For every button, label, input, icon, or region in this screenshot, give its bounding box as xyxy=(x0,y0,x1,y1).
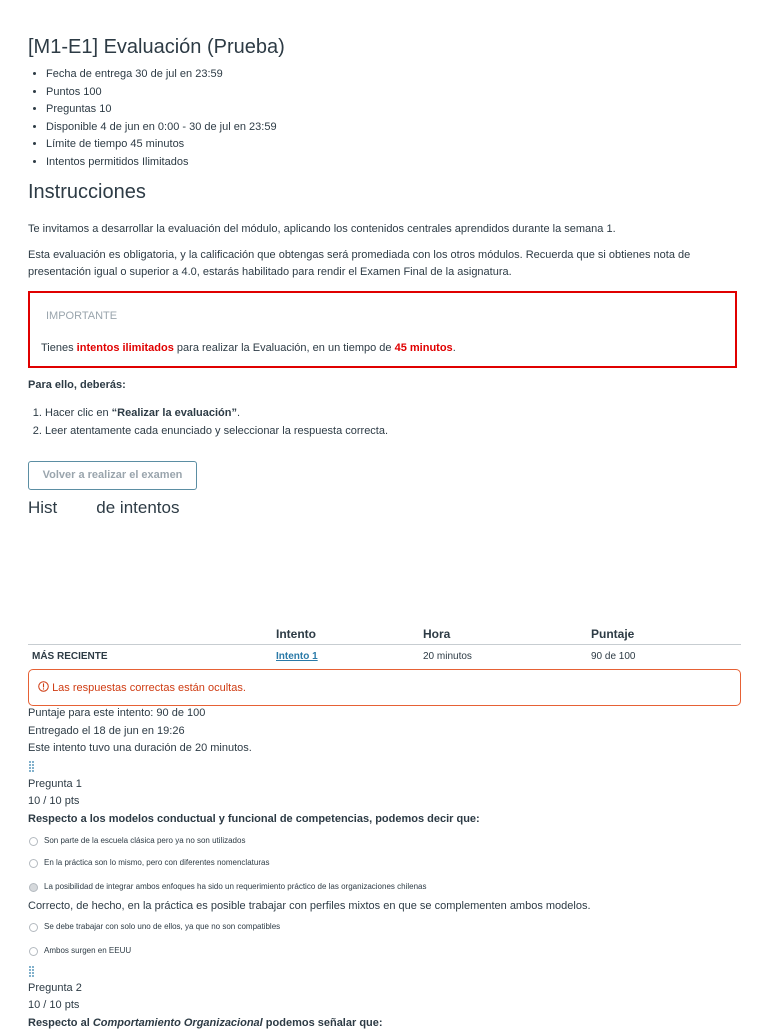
steps-heading: Para ello, deberás: xyxy=(28,379,126,391)
answer-label: La posibilidad de integrar ambos enfoques ha sido un requerimiento práctico de las organizaciones chilenas xyxy=(44,882,427,891)
important-heading: IMPORTANTE xyxy=(46,310,118,322)
drag-handle-icon[interactable] xyxy=(28,760,38,772)
retake-quiz-button[interactable]: Volver a realizar el examen xyxy=(28,461,197,490)
question-2-text-pre: Respecto al xyxy=(28,1017,93,1029)
question-1-label: Pregunta 1 xyxy=(28,778,82,790)
detail-time-limit: • Límite de tiempo 45 minutos xyxy=(46,136,277,154)
radio-unchecked[interactable] xyxy=(29,837,38,846)
important-notice-box xyxy=(28,291,737,368)
important-msg-post: . xyxy=(452,342,456,354)
instructions-paragraph-2-line-2: presentación igual o superior a 4.0, estarás habilitado para rendir el Examen Final de la asignatura. xyxy=(28,266,512,278)
question-2-text xyxy=(28,1017,383,1029)
attempt-duration-line: Este intento tuvo una duración de 20 minutos. xyxy=(28,742,252,754)
history-title-part-1: Hist xyxy=(28,498,58,517)
important-unlimited-attempts: intentos ilimitados xyxy=(76,342,174,354)
step-1-pre: Hacer clic en xyxy=(45,407,112,419)
question-2-text-post: podemos señalar que: xyxy=(262,1017,383,1029)
important-msg-pre: Tienes xyxy=(41,342,77,354)
attempts-table-header xyxy=(28,620,741,645)
instructions-paragraph-2-line-1: Esta evaluación es obligatoria, y la calificación que obtengas será promediada con los otros módulos. Recuerda que si obtienes nota de xyxy=(28,249,691,261)
table-row xyxy=(28,646,741,668)
step-2: 2. Leer atentamente cada enunciado y seleccionar la respuesta correcta. xyxy=(45,423,388,441)
history-title-part-2: de intentos xyxy=(96,498,180,517)
attempt-1-link[interactable]: Intento 1 xyxy=(276,651,318,662)
col-header-attempt: Intento xyxy=(276,627,316,641)
radio-unchecked[interactable] xyxy=(29,947,38,956)
step-1-bold: “Realizar la evaluación” xyxy=(111,407,237,419)
important-msg-mid: para realizar la Evaluación, en un tiempo de xyxy=(173,342,395,354)
instructions-paragraph-2 xyxy=(28,247,741,281)
alert-circle-icon xyxy=(38,682,52,694)
question-2-text-em: Comportamiento Organizacional xyxy=(92,1017,263,1029)
drag-handle-icon[interactable] xyxy=(28,965,38,977)
important-time-limit: 45 minutos xyxy=(394,342,453,354)
col-header-time: Hora xyxy=(423,627,451,641)
page-title: [M1-E1] Evaluación (Prueba) xyxy=(28,36,285,58)
radio-unchecked[interactable] xyxy=(29,923,38,932)
attempt-submitted-line: Entregado el 18 de jun en 19:26 xyxy=(28,725,185,737)
answer-label: En la práctica son lo mismo, pero con diferentes nomenclaturas xyxy=(44,858,270,867)
answers-hidden-notice xyxy=(28,669,741,706)
step-1 xyxy=(45,405,388,423)
instructions-heading: Instrucciones xyxy=(28,181,146,203)
question-1-text: Respecto a los modelos conductual y funcional de competencias, podemos decir que: xyxy=(28,813,480,825)
answer-label: Se debe trabajar con solo uno de ellos, ya que no son compatibles xyxy=(44,922,281,931)
important-message xyxy=(41,342,456,354)
instructions-paragraph-1: Te invitamos a desarrollar la evaluación del módulo, aplicando los contenidos centrales aprendidos durante la semana 1. xyxy=(28,223,616,235)
answers-hidden-text-wrap xyxy=(38,681,246,694)
answer-label: Son parte de la escuela clásica pero ya no son utilizados xyxy=(44,836,246,845)
answer-label: Ambos surgen en EEUU xyxy=(44,946,132,955)
attempt-score-line: Puntaje para este intento: 90 de 100 xyxy=(28,707,206,719)
detail-due-date: • Fecha de entrega 30 de jul en 23:59 xyxy=(46,66,277,84)
radio-unchecked[interactable] xyxy=(29,859,38,868)
step-1-post: . xyxy=(236,407,241,419)
question-2-points: 10 / 10 pts xyxy=(28,999,80,1011)
steps-list xyxy=(28,405,388,440)
detail-availability: • Disponible 4 de jun en 0:00 - 30 de jul en 23:59 xyxy=(46,119,277,137)
question-2-label: Pregunta 2 xyxy=(28,982,82,994)
attempt-history-heading xyxy=(28,498,179,518)
quiz-details-list xyxy=(28,66,277,171)
row-time: 20 minutos xyxy=(423,651,472,662)
radio-checked[interactable] xyxy=(29,883,38,892)
question-1-comment: Correcto, de hecho, en la práctica es posible trabajar con perfiles mixtos en que se complementen ambos modelos. xyxy=(28,900,591,912)
col-header-score: Puntaje xyxy=(591,627,635,641)
row-score: 90 de 100 xyxy=(591,651,636,662)
question-1-points: 10 / 10 pts xyxy=(28,795,80,807)
answers-hidden-text: Las respuestas correctas están ocultas. xyxy=(52,682,246,694)
detail-points: • Puntos 100 xyxy=(46,84,277,102)
row-most-recent-label: MÁS RECIENTE xyxy=(32,651,108,662)
detail-allowed-attempts: • Intentos permitidos Ilimitados xyxy=(46,154,277,172)
detail-questions: • Preguntas 10 xyxy=(46,101,277,119)
